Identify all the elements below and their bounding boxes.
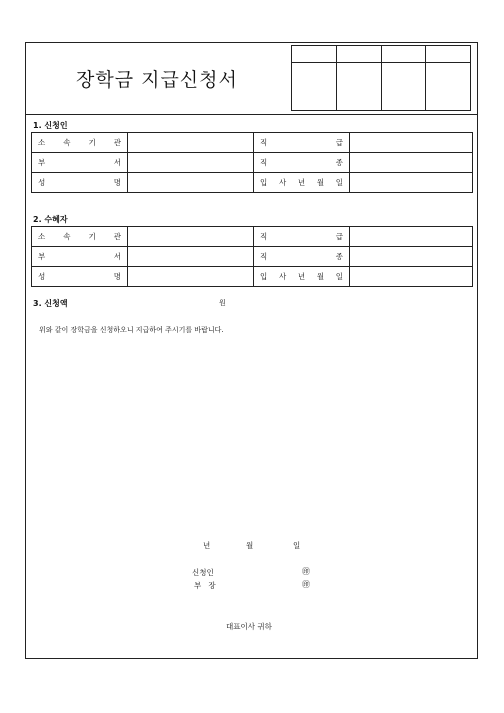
section-amount-heading: 3. 신청액 xyxy=(33,299,68,308)
application-form xyxy=(25,42,478,659)
label-char: 명 xyxy=(113,272,121,281)
label-char: 기 xyxy=(88,232,96,241)
value-field[interactable] xyxy=(350,247,473,267)
label-char: 기 xyxy=(88,138,96,147)
label-char: 일 xyxy=(335,178,343,187)
table-row xyxy=(32,153,473,173)
row-label xyxy=(254,247,350,267)
label-char: 직 xyxy=(260,158,268,167)
row-label xyxy=(32,133,128,153)
recipient-table xyxy=(31,226,473,287)
row-label xyxy=(32,267,128,287)
title-divider xyxy=(26,114,477,115)
value-field[interactable] xyxy=(350,153,473,173)
approval-header-cell xyxy=(336,46,381,63)
label-char: 월 xyxy=(316,178,325,187)
addressee: 대표이사 귀하 xyxy=(226,622,272,631)
label-char: 소 xyxy=(38,138,46,147)
label-char: 성 xyxy=(38,178,46,187)
row-label xyxy=(254,133,350,153)
label-char: 서 xyxy=(113,252,121,261)
label-char: 부 xyxy=(38,158,46,167)
label-char: 종 xyxy=(335,252,343,261)
table-row xyxy=(32,133,473,153)
manager-signature-label: 부 장 xyxy=(194,581,216,590)
approval-header-cell xyxy=(381,46,426,63)
approval-sign-cell[interactable] xyxy=(381,63,426,111)
row-label xyxy=(254,227,350,247)
label-char: 년 xyxy=(297,272,306,281)
row-label xyxy=(32,173,128,193)
row-label xyxy=(32,227,128,247)
row-label xyxy=(254,267,350,287)
label-char: 부 xyxy=(38,252,46,261)
label-char: 관 xyxy=(113,232,121,241)
amount-unit: 원 xyxy=(219,299,226,307)
row-label xyxy=(254,173,350,193)
form-title: 장학금 지급신청서 xyxy=(76,69,238,91)
label-char: 일 xyxy=(335,272,343,281)
label-char: 직 xyxy=(260,138,268,147)
value-field[interactable] xyxy=(128,153,254,173)
date-month: 월 xyxy=(246,541,254,550)
label-char: 년 xyxy=(297,178,306,187)
applicant-signature-label: 신청인 xyxy=(192,568,214,577)
label-char: 사 xyxy=(278,178,287,187)
approval-sign-cell[interactable] xyxy=(336,63,381,111)
date-day: 일 xyxy=(293,541,301,550)
approval-header-cell xyxy=(292,46,337,63)
table-row xyxy=(32,173,473,193)
table-row xyxy=(32,227,473,247)
label-char: 속 xyxy=(63,138,71,147)
table-row xyxy=(32,247,473,267)
label-char: 직 xyxy=(260,252,268,261)
value-field[interactable] xyxy=(128,173,254,193)
section-applicant-heading: 1. 신청인 xyxy=(33,121,68,130)
applicant-table xyxy=(31,132,473,193)
request-statement: 위와 같이 장학금을 신청하오니 지급하여 주시기를 바랍니다. xyxy=(39,326,224,334)
value-field[interactable] xyxy=(350,173,473,193)
label-char: 종 xyxy=(335,158,343,167)
value-field[interactable] xyxy=(350,133,473,153)
section-recipient-heading: 2. 수혜자 xyxy=(33,215,68,224)
label-char: 직 xyxy=(260,232,268,241)
label-char: 월 xyxy=(316,272,325,281)
row-label xyxy=(32,153,128,173)
label-char: 급 xyxy=(335,138,343,147)
value-field[interactable] xyxy=(128,247,254,267)
label-char: 사 xyxy=(278,272,287,281)
value-field[interactable] xyxy=(128,227,254,247)
label-char: 서 xyxy=(113,158,121,167)
label-char: 입 xyxy=(260,272,268,281)
value-field[interactable] xyxy=(350,227,473,247)
row-label xyxy=(254,153,350,173)
label-char: 속 xyxy=(63,232,71,241)
label-char: 급 xyxy=(335,232,343,241)
label-char: 관 xyxy=(113,138,121,147)
approval-header-cell xyxy=(426,46,471,63)
label-char: 명 xyxy=(113,178,121,187)
approval-sign-cell[interactable] xyxy=(292,63,337,111)
approval-sign-cell[interactable] xyxy=(426,63,471,111)
row-label xyxy=(32,247,128,267)
value-field[interactable] xyxy=(128,133,254,153)
date-year: 년 xyxy=(203,541,211,550)
value-field[interactable] xyxy=(128,267,254,287)
applicant-seal-mark: ㊞ xyxy=(302,567,310,576)
value-field[interactable] xyxy=(350,267,473,287)
label-char: 입 xyxy=(260,178,268,187)
table-row xyxy=(32,267,473,287)
label-char: 성 xyxy=(38,272,46,281)
label-char: 소 xyxy=(38,232,46,241)
manager-seal-mark: ㊞ xyxy=(302,580,310,589)
approval-box xyxy=(291,45,471,111)
